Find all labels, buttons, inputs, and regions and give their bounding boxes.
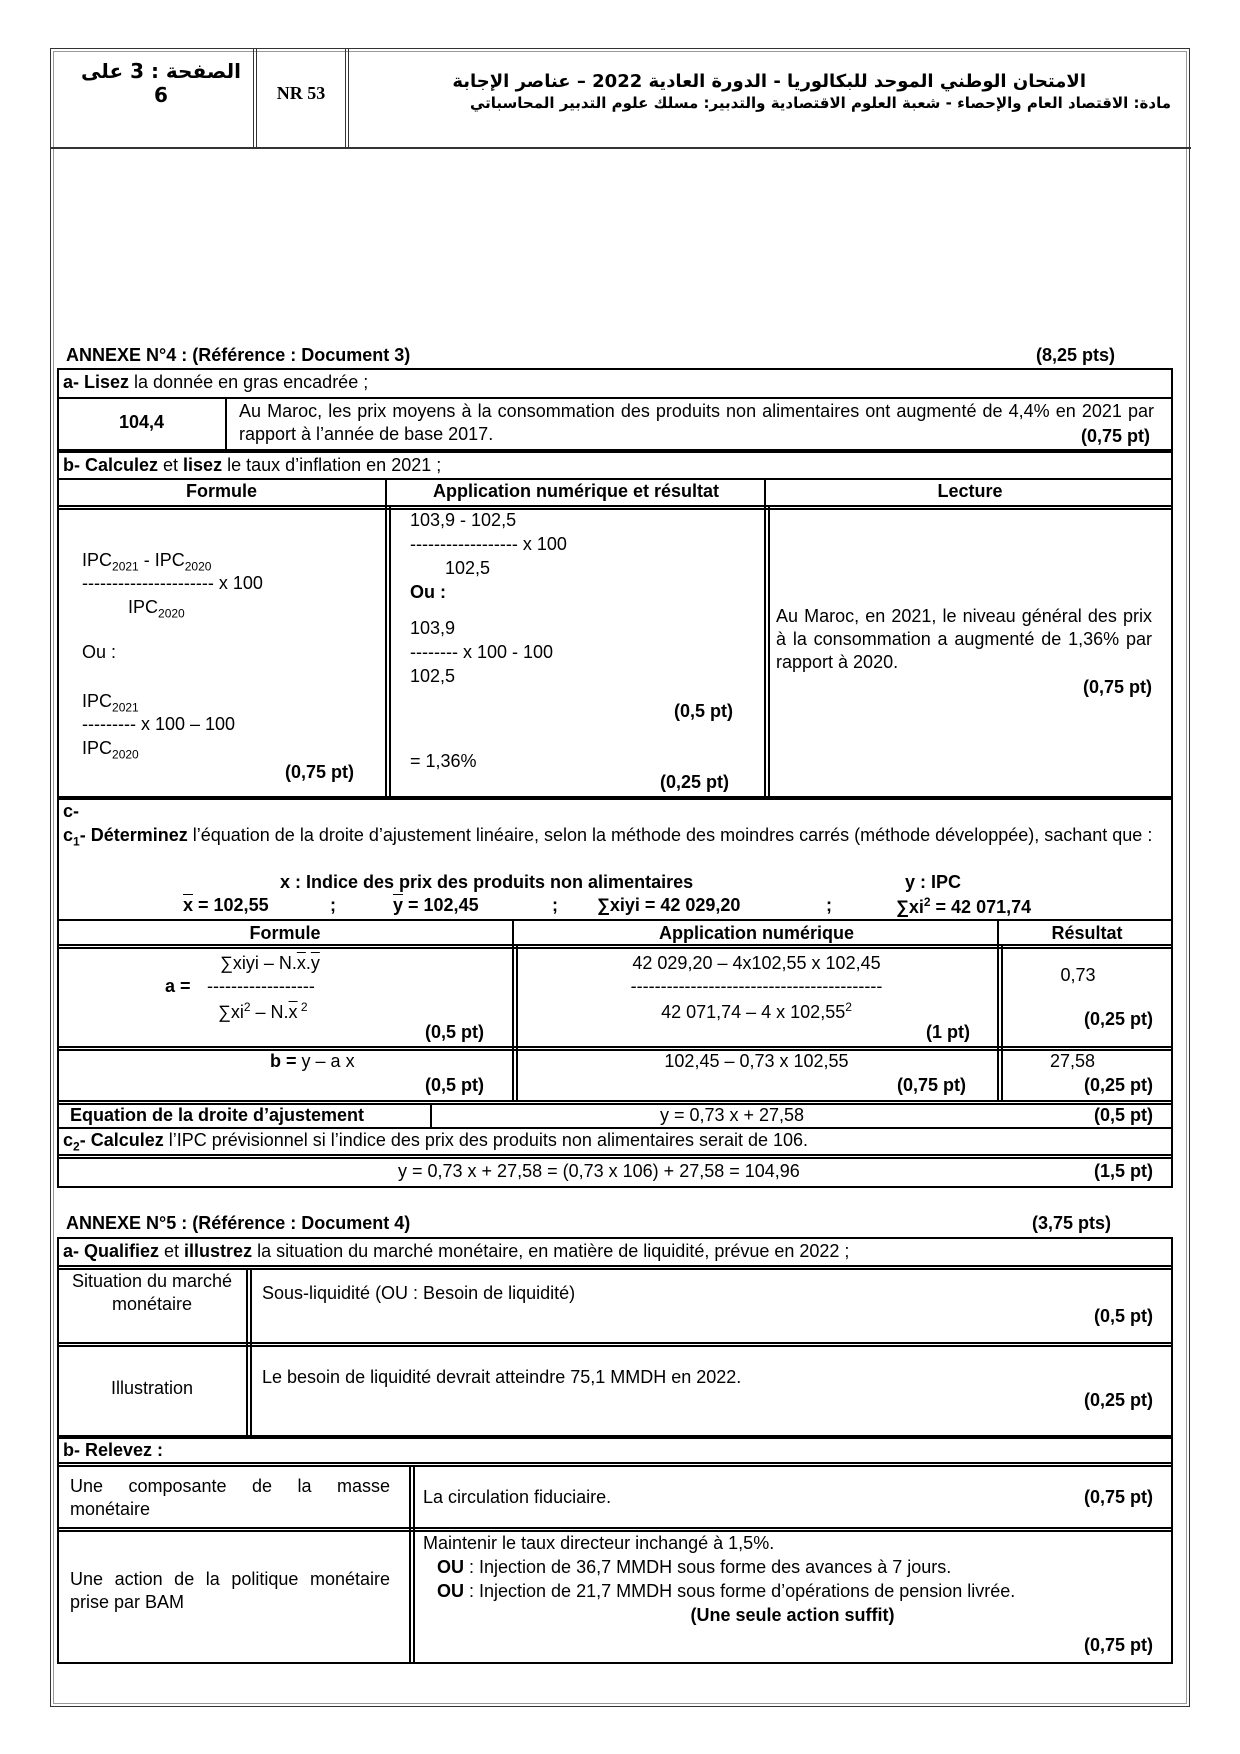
app-line4: 103,9 [410,618,456,638]
annexe4-a-points: (0,75 pt) [1080,426,1150,446]
a-app-num: 42 029,20 – 4x102,55 x 102,45 [632,953,881,973]
ybar-value: $\overline{y} = 102,45$ [393,895,479,915]
app-line6: 102,5 [410,666,456,686]
app-points1: (0,5 pt) [674,701,734,721]
market-situation-value: Sous-liquidité (OU : Besoin de liquidité) [262,1283,576,1303]
annexe5-a-question: a- Qualifiez et illustrez la situation du marché monétaire, en matière de liquidité, prévue en 2022 ; [63,1241,850,1261]
app-line2: ------------------ x 100 [410,534,567,554]
annexe4-a-question: a- Lisez la donnée en gras encadrée ; [63,372,369,392]
bam-action-line2: OU : Injection de 36,7 MMDH sous forme des avances à 7 jours. [437,1557,952,1577]
eq-value: y = 0,73 x + 27,58 [659,1105,805,1125]
annexe5-b-label: b- Relevez : [63,1440,164,1460]
b-points: (0,5 pt) [425,1075,485,1095]
illustration-points: (0,25 pt) [1083,1390,1153,1410]
b-formula: $b = \overline{y} - a$ $\overline{x}$ [270,1051,355,1071]
sum-xi2: $\sum xi^2 = 42$ 071,74 [896,895,1032,917]
app-line1: 103,9 - 102,5 [410,510,517,530]
bam-action-label: Une action de la politique monétaire prise par BAM [70,1569,390,1612]
c2-answer: y = 0,73 x + 27,58 = (0,73 x 106) + 27,58 = 104,96 [398,1161,800,1181]
col2-resultat: Résultat [1051,923,1123,943]
exam-title: الامتحان الوطني الموحد للبكالوريا - الدورة العادية 2022 – عناصر الإجابة [452,71,1086,92]
money-component-value: La circulation fiduciaire. [423,1487,612,1507]
c-label: c- [63,801,80,821]
annexe4-b-question: b- Calculez et lisez le taux d’inflation en 2021 ; [63,455,442,475]
bam-action-line3: OU : Injection de 21,7 MMDH sous forme d’opérations de pension livrée. [437,1581,1016,1601]
eq-points: (0,5 pt) [1093,1105,1153,1125]
money-component-label: Une composante de la masse monétaire [70,1476,390,1519]
page-number: الصفحة : 3 على 6 [81,59,241,108]
a-app-den: 42 071,74 – 4 x 102,55$^2$ [661,1000,852,1022]
a-app-points: (1 pt) [926,1022,970,1042]
xbar-value: $\overline{x} = 102,55$ [183,895,269,915]
market-situation-label: Situation du marché monétaire [71,1271,233,1314]
a-result: 0,73 [1060,965,1096,985]
app-line5: -------- x 100 - 100 [410,642,554,662]
formula-alt-num: $IPC_{2021}$ [82,691,139,715]
bam-action-line1: Maintenir le taux directeur inchangé à 1,5%. [423,1533,775,1553]
market-situation-points: (0,5 pt) [1093,1306,1153,1326]
col2-application: Application numérique [658,923,854,943]
formula-ou: Ou : [82,642,117,662]
formula-denominator: $IPC_{2020}$ [128,597,185,621]
x-definition: x : Indice des prix des produits non alimentaires [280,872,694,892]
a-dash: ------------------ [207,976,315,996]
annexe4-points: (8,25 pts) [1036,345,1116,365]
y-definition: y : IPC [905,872,962,892]
col-lecture: Lecture [937,481,1003,501]
illustration-label: Illustration [110,1378,194,1398]
a-result-points: (0,25 pt) [1083,1009,1153,1029]
bam-action-points: (0,75 pt) [1083,1635,1153,1655]
formula-alt-den: $IPC_{2020}$ [82,738,139,762]
annexe4-title: ANNEXE N°4 : (Référence : Document 3) [66,345,411,365]
b-result: 27,58 [1050,1051,1096,1071]
a-lhs: a = [165,976,191,996]
formula-line1: $IPC_{2021} - IPC_{2020}$ [82,550,212,574]
a-points: (0,5 pt) [425,1022,485,1042]
formula-points: (0,75 pt) [285,762,355,782]
annexe5-title: ANNEXE N°5 : (Référence : Document 4) [66,1213,411,1233]
app-line3: 102,5 [445,558,491,578]
col-application: Application numérique et résultat [432,481,720,501]
c2-question: $c_2-$ Calculez l’IPC prévisionnel si l’indice des prix des produits non alimentaires serait de 106. [63,1130,809,1154]
formula-dash1: ---------------------- x 100 [82,573,263,593]
b-app: 102,45 – 0,73 x 102,55 [664,1051,849,1071]
b-result-points: (0,25 pt) [1083,1075,1153,1095]
illustration-value: Le besoin de liquidité devrait atteindre 75,1 MMDH en 2022. [262,1367,742,1387]
a-denominator: $\sum xi^2 - N.\overline{x}$ $^2$ [218,1000,308,1022]
annexe5-points: (3,75 pts) [1032,1213,1112,1233]
app-result: = 1,36% [410,751,477,771]
exam-subtitle: مادة: الاقتصاد العام والإحصاء - شعبة العلوم الاقتصادية والتدبير: مسلك علوم التدبير المحاسباتي [469,94,1171,112]
b-app-points: (0,75 pt) [897,1075,967,1095]
lecture-text: Au Maroc, en 2021, le niveau général des prix à la consommation a augmenté de 1,36% par rapport à 2020. [776,606,1152,672]
exam-code: NR 53 [276,83,326,103]
col-formule: Formule [185,481,257,501]
col2-formule: Formule [249,923,321,943]
c2-points: (1,5 pt) [1093,1161,1153,1181]
a-numerator: ∑xiyi – $N.\overline{x}.\overline{y}$ [220,953,320,973]
sum-xiyi: ∑xiyi = 42 029,20 [597,895,741,915]
a-app-dash: ------------------------------------------ [630,976,883,996]
formula-dash2: --------- x 100 – 100 [82,714,236,734]
boxed-value: 104,4 [118,412,165,432]
bam-action-note: (Une seule action suffit) [690,1605,895,1625]
page-header [51,49,1191,149]
c1-question: $c_1-$ Déterminez l’équation de la droite d’ajustement linéaire, selon la méthode des moindres carrés (méthode développée), sachant que : [63,825,1153,849]
lecture-points: (0,75 pt) [1082,677,1152,697]
app-ou: Ou : [410,582,446,602]
eq-label: Equation de la droite d’ajustement [70,1105,365,1125]
annexe4-a-answer: Au Maroc, les prix moyens à la consommation des produits non alimentaires ont augmenté de 4,4% en 2021 par rapport à l’année de base 2017. [239,401,1154,444]
app-points2: (0,25 pt) [660,772,730,792]
money-component-points: (0,75 pt) [1083,1487,1153,1507]
